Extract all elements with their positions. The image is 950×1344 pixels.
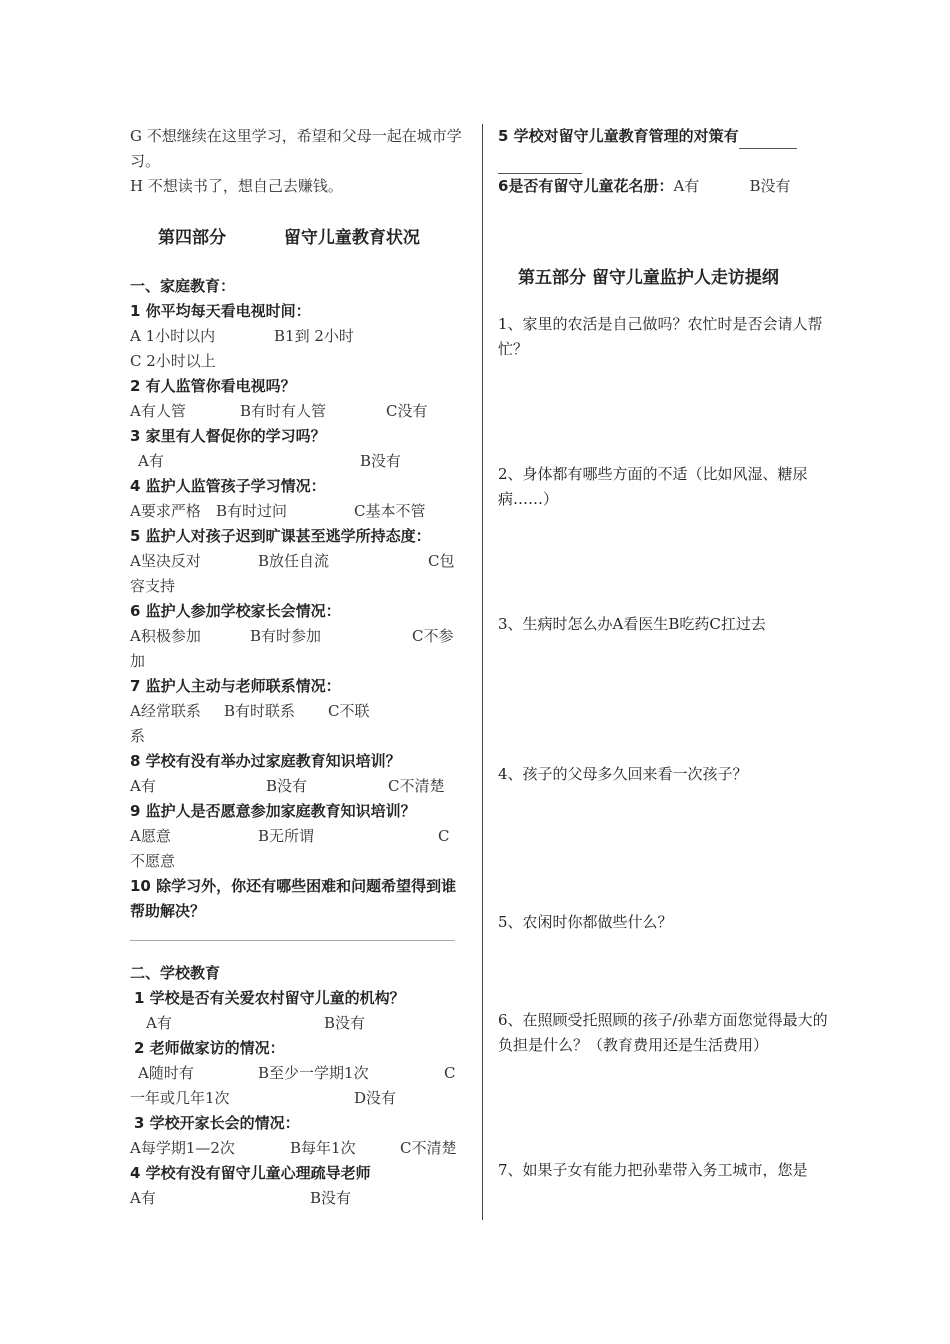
part4-heading bbox=[158, 223, 465, 248]
q1-option-a: A 1小时以内 bbox=[130, 327, 216, 345]
q7-options bbox=[130, 699, 465, 724]
option-g: G 不想继续在这里学习，希望和父母一起在城市学习。 bbox=[130, 127, 462, 170]
q5-options bbox=[130, 549, 465, 574]
school-question-5 bbox=[498, 124, 838, 149]
question-8: 8 学校有没有举办过家庭教育知识培训？ bbox=[130, 752, 401, 770]
s3-option-a: A每学期1—2次 bbox=[130, 1139, 235, 1157]
s2-options-cont bbox=[130, 1086, 465, 1111]
school-question-6 bbox=[498, 174, 838, 199]
q5-option-b: B放任自流 bbox=[258, 552, 330, 570]
question-2: 2 有人监管你看电视吗？ bbox=[130, 377, 296, 395]
column-divider bbox=[482, 124, 483, 1220]
part4-title: 留守儿童教育状况 bbox=[283, 228, 420, 248]
q2-option-a: A有人管 bbox=[130, 402, 186, 420]
s2-option-c: C bbox=[444, 1064, 456, 1082]
answer-line bbox=[130, 926, 455, 941]
section1-title: 一、家庭教育： bbox=[130, 277, 236, 295]
q3-option-b: B没有 bbox=[360, 452, 402, 470]
q3-option-a: A有 bbox=[138, 452, 164, 470]
q7-option-a: A经常联系 bbox=[130, 702, 201, 720]
answer-blank-2 bbox=[498, 159, 582, 174]
s1-option-b: B没有 bbox=[324, 1014, 366, 1032]
q8-option-c: C不清楚 bbox=[388, 777, 445, 795]
school-question-2: 2 老师做家访的情况： bbox=[134, 1039, 285, 1057]
q1-option-c: C 2小时以上 bbox=[130, 352, 216, 370]
q4-option-b: B有时过问 bbox=[216, 502, 288, 520]
question-7: 7 监护人主动与老师联系情况： bbox=[130, 677, 341, 695]
q8-option-a: A有 bbox=[130, 777, 156, 795]
q1-option-b: B1到 2小时 bbox=[274, 327, 354, 345]
s4-options bbox=[130, 1186, 465, 1211]
q7-option-c: C不联 bbox=[328, 702, 370, 720]
q4-options bbox=[130, 499, 465, 524]
left-column bbox=[130, 124, 465, 1211]
s1-options bbox=[130, 1011, 465, 1036]
q3-options bbox=[130, 449, 465, 474]
s3-options bbox=[130, 1136, 465, 1161]
q2-option-c: C没有 bbox=[386, 402, 428, 420]
s6-option-b: B没有 bbox=[749, 177, 791, 195]
s2-option-b: B至少一学期1次 bbox=[258, 1064, 369, 1082]
question-10: 10 除学习外，你还有哪些困难和问题希望得到谁帮助解决？ bbox=[130, 877, 457, 920]
q2-options bbox=[130, 399, 465, 424]
right-column bbox=[498, 124, 838, 1183]
q6-option-c: C不参 bbox=[412, 627, 454, 645]
q7-option-b: B有时联系 bbox=[224, 702, 296, 720]
question-3: 3 家里有人督促你的学习吗？ bbox=[130, 427, 326, 445]
q9-options bbox=[130, 824, 465, 849]
option-h: H 不想读书了，想自己去赚钱。 bbox=[130, 177, 343, 195]
q6-options bbox=[130, 624, 465, 649]
part5-heading: 第五部分 留守儿童监护人走访提纲 bbox=[518, 268, 779, 288]
q9-option-c: C bbox=[438, 827, 450, 845]
s4-option-b: B没有 bbox=[310, 1189, 352, 1207]
school-question-1: 1 学校是否有关爱农村留守儿童的机构？ bbox=[134, 989, 405, 1007]
q4-option-a: A要求严格 bbox=[130, 502, 201, 520]
school-question-6-text: 6是否有留守儿童花名册： bbox=[498, 177, 674, 195]
q8-options bbox=[130, 774, 465, 799]
s6-option-a: A有 bbox=[673, 177, 700, 195]
q9-option-a: A愿意 bbox=[130, 827, 171, 845]
school-question-4: 4 学校有没有留守儿童心理疏导老师 bbox=[130, 1164, 371, 1182]
visit-question-2: 2、身体都有哪些方面的不适（比如风湿、糖尿病……） bbox=[498, 465, 808, 508]
school-question-5-text: 5 学校对留守儿童教育管理的对策有 bbox=[498, 127, 739, 145]
s2-option-c-cont: 一年或几年1次 bbox=[130, 1089, 230, 1107]
s3-option-c: C不清楚 bbox=[400, 1139, 457, 1157]
visit-question-3: 3、生病时怎么办A看医生B吃药C扛过去 bbox=[498, 615, 766, 633]
q1-options bbox=[130, 324, 465, 349]
q6-option-c-cont: 加 bbox=[130, 652, 146, 670]
visit-question-4: 4、孩子的父母多久回来看一次孩子？ bbox=[498, 765, 748, 783]
answer-blank bbox=[739, 134, 797, 149]
q5-option-a: A坚决反对 bbox=[130, 552, 201, 570]
q9-option-b: B无所谓 bbox=[258, 827, 315, 845]
visit-question-1: 1、家里的农活是自己做吗？农忙时是否会请人帮忙？ bbox=[498, 315, 823, 358]
q9-option-c-cont: 不愿意 bbox=[130, 852, 176, 870]
q6-option-a: A积极参加 bbox=[130, 627, 201, 645]
question-5: 5 监护人对孩子迟到旷课甚至逃学所持态度： bbox=[130, 527, 431, 545]
s4-option-a: A有 bbox=[130, 1189, 156, 1207]
question-6: 6 监护人参加学校家长会情况： bbox=[130, 602, 341, 620]
s3-option-b: B每年1次 bbox=[290, 1139, 356, 1157]
visit-question-7: 7、如果子女有能力把孙辈带入务工城市，您是 bbox=[498, 1161, 808, 1179]
s1-option-a: A有 bbox=[146, 1014, 172, 1032]
visit-question-5: 5、农闲时你都做些什么？ bbox=[498, 913, 673, 931]
question-4: 4 监护人监管孩子学习情况： bbox=[130, 477, 326, 495]
q7-option-c-cont: 系 bbox=[130, 727, 146, 745]
part4-label: 第四部分 bbox=[158, 228, 226, 248]
section2-title: 二、学校教育 bbox=[130, 964, 221, 982]
question-9: 9 监护人是否愿意参加家庭教育知识培训？ bbox=[130, 802, 416, 820]
q5-option-c: C包 bbox=[428, 552, 455, 570]
q4-option-c: C基本不管 bbox=[354, 502, 426, 520]
answer-blank-line bbox=[498, 149, 838, 174]
question-1: 1 你平均每天看电视时间： bbox=[130, 302, 311, 320]
q6-option-b: B有时参加 bbox=[250, 627, 322, 645]
q5-option-c-cont: 容支持 bbox=[130, 577, 176, 595]
school-question-3: 3 学校开家长会的情况： bbox=[134, 1114, 300, 1132]
s2-options bbox=[130, 1061, 465, 1086]
s2-option-a: A随时有 bbox=[138, 1064, 194, 1082]
q2-option-b: B有时有人管 bbox=[240, 402, 327, 420]
q8-option-b: B没有 bbox=[266, 777, 308, 795]
s2-option-d: D没有 bbox=[354, 1089, 397, 1107]
visit-question-6: 6、在照顾受托照顾的孩子/孙辈方面您觉得最大的负担是什么？（教育费用还是生活费用） bbox=[498, 1011, 828, 1054]
